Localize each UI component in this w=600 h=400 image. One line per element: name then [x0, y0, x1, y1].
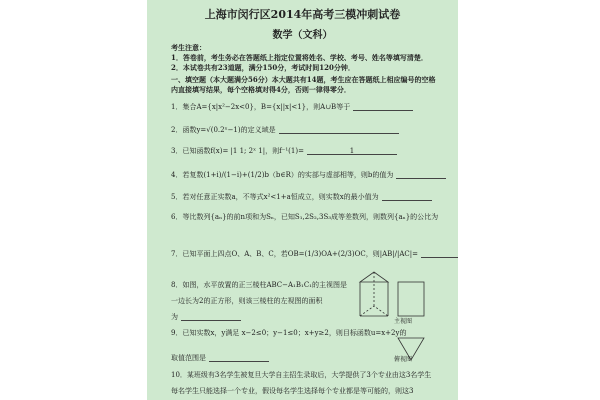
question-10-line2: 每名学生只能选择一个专业，假设每名学生选择每个专业都是等可能的，则这3 [171, 387, 414, 395]
question-5: 5．若对任意正实数a，不等式x²<1+a恒成立，则实数x的最小值为 [171, 193, 432, 201]
section-title: 一、填空题（本大题满分56分）本大题共有14题，考生应在答题纸上相应编号的空格 [171, 75, 436, 84]
exam-page [147, 0, 458, 400]
question-3: 3．已知函数f(x)= |1 1; 2ˣ 1|，则f⁻¹(1)= 1 [171, 147, 397, 155]
front-view [398, 282, 424, 316]
question-9: 9．已知实数x，y满足 x−2≤0；y−1≤0；x+y≥2，则目标函数u=x+2y的 [171, 329, 407, 337]
question-8-line3: 为 [171, 313, 241, 321]
section-desc: 内直接填写结果，每个空格填对得4分，否则一律得零分． [171, 85, 351, 94]
question-1: 1．集合A={x|x²−2x<0}，B={x||x|<1}，则A∪B等于 [171, 103, 413, 111]
prism-figure [350, 268, 436, 364]
prism-hidden-edge [360, 306, 388, 316]
question-4: 4．若复数(1+i)/(1−i)+(1/2)b（b∈R）的实部与虚部相等，则b的值为 [171, 171, 446, 179]
question-6: 6．等比数列{aₙ}的前n项和为Sₙ，已知S₁,2S₂,3S₃成等差数列，则数列{aₙ}的公比为 [171, 213, 439, 221]
question-7: 7．已知平面上四点O、A、B、C，若OB=(1/3)OA+(2/3)OC，则|AB|/|AC|= [171, 250, 458, 258]
note-item: 1．答卷前，考生务必在答题纸上指定位置将姓名、学校、考号、姓名等填写清楚． [171, 53, 428, 62]
question-8-line1: 8．如图，水平放置的正三棱柱ABC−A₁B₁C₁的主视图是 [171, 281, 347, 289]
question-8-line2: 一边长为2的正方形，则该三棱柱的左视图的面积 [171, 297, 323, 305]
note-item: 2．本试卷共有23道题，满分150分，考试时间120分钟． [171, 63, 355, 72]
question-10-line1: 10．某班级有3名学生被复旦大学自主招生录取后，大学提供了3个专业由这3名学生 [171, 371, 432, 379]
question-2: 2．函数y=√(0.2ˣ−1)的定义域是 [171, 126, 399, 134]
top-view-label: 俯视图 [394, 356, 413, 363]
question-9-cont: 取值范围是 [171, 354, 269, 362]
exam-subtitle: 数学（文科） [272, 30, 333, 41]
notes-heading: 考生注意： [171, 43, 206, 52]
front-view-label: 主视图 [394, 318, 413, 325]
answer-q3: 1 [307, 147, 397, 155]
exam-title: 上海市闵行区2014年高考三模冲刺试卷 [204, 8, 401, 21]
